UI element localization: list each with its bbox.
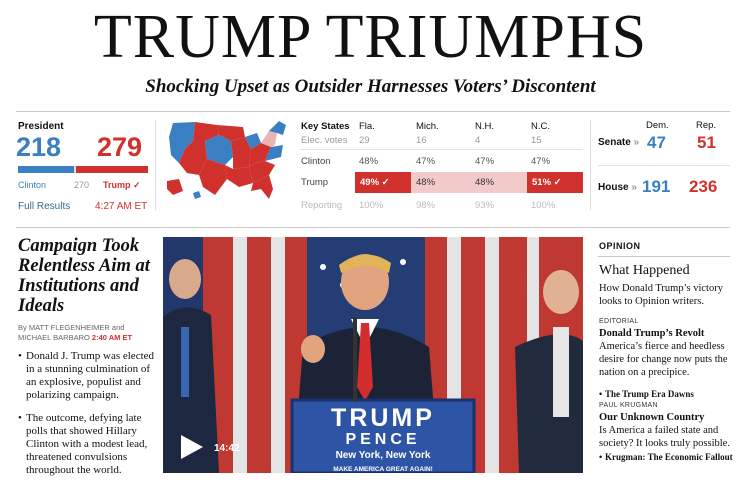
opinion-label[interactable]: OPINION xyxy=(599,241,641,251)
rep-candidate-name: Trump ✓ xyxy=(103,180,141,190)
clinton-nc: 47% xyxy=(531,156,551,167)
opinion-desc: How Donald Trump’s victory looks to Opinion writers. xyxy=(599,283,723,307)
electoral-vote-bar xyxy=(18,166,148,173)
editorial-label: EDITORIAL xyxy=(599,318,639,325)
rep-electoral-votes: 279 xyxy=(97,132,143,162)
reporting-nc: 100% xyxy=(531,200,556,211)
state-header-nc: N.C. xyxy=(531,121,550,132)
play-icon[interactable] xyxy=(179,433,205,461)
video-thumbnail[interactable] xyxy=(163,237,583,473)
byline-line-1: By MATT FLEGENHEIMER and xyxy=(18,323,125,332)
story-bullet-2: • The outcome, defying late polls that showed Hillary Clinton with a modest lead, threatened convulsions throughout the world. xyxy=(18,412,158,477)
clinton-nh: 47% xyxy=(475,156,495,167)
senate-label-text: Senate xyxy=(598,137,631,148)
senate-label[interactable] xyxy=(598,137,639,148)
byline-time: 2:40 AM ET xyxy=(91,333,133,342)
rep-bar-fill xyxy=(76,166,148,173)
house-dem: 191 xyxy=(642,177,671,196)
results-timestamp: 4:27 AM ET xyxy=(95,201,148,212)
opinion-title[interactable]: What Happened xyxy=(599,263,690,278)
link-krugman-fallout[interactable]: • Krugman: The Economic Fallout xyxy=(599,452,734,463)
divider xyxy=(590,120,591,210)
podium-pence: PENCE xyxy=(345,431,421,448)
story-byline xyxy=(18,323,158,343)
rep-column-header: Rep. xyxy=(696,120,717,131)
podium-sign xyxy=(292,405,474,473)
krugman-headline[interactable]: Our Unknown Country xyxy=(599,412,705,423)
trump-nc-winner: 51% ✓ xyxy=(527,172,583,193)
top-divider xyxy=(16,111,730,112)
link-trump-era[interactable]: • The Trump Era Dawns xyxy=(599,389,734,400)
chevron-right-icon: » xyxy=(633,137,640,148)
trump-mich: 48% xyxy=(416,177,436,188)
elec-votes-mich: 16 xyxy=(416,135,427,146)
full-results-link[interactable]: Full Results xyxy=(18,201,71,212)
dem-column-header: Dem. xyxy=(646,120,669,131)
reporting-fla: 100% xyxy=(359,200,384,211)
krugman-text: Is America a failed state and society? It looks truly possible. xyxy=(599,425,730,449)
clinton-fla: 48% xyxy=(359,156,379,167)
krugman-label: PAUL KRUGMAN xyxy=(599,402,658,409)
house-label-text: House xyxy=(598,182,629,193)
key-states-label[interactable]: Key States xyxy=(301,121,350,132)
senate-dem: 47 xyxy=(647,133,666,152)
trump-row-label: Trump xyxy=(301,177,329,188)
house-rep: 236 xyxy=(689,177,718,196)
divider xyxy=(300,149,583,150)
section-divider xyxy=(16,227,730,228)
reporting-mich: 98% xyxy=(416,200,436,211)
editorial-headline[interactable]: Donald Trump’s Revolt xyxy=(599,328,705,339)
clinton-mich: 47% xyxy=(416,156,436,167)
story-bullet-1: • Donald J. Trump was elected in a stunning culmination of an explosive, populist and polarizing campaign. xyxy=(18,350,158,402)
story-headline[interactable]: Campaign Took Relentless Aim at Institutions and Ideals xyxy=(18,236,150,316)
main-headline[interactable]: TRUMP TRIUMPHS xyxy=(93,3,648,71)
byline-line-2: MICHAEL BARBARO xyxy=(18,333,90,342)
clinton-row-label: Clinton xyxy=(301,156,331,167)
dem-electoral-votes: 218 xyxy=(16,132,62,162)
senate-rep: 51 xyxy=(697,133,716,152)
state-header-mich: Mich. xyxy=(416,121,439,132)
votes-needed: 270 xyxy=(74,180,90,190)
podium-trump: TRUMP xyxy=(331,404,435,432)
divider xyxy=(155,120,156,210)
video-duration: 14:42 xyxy=(214,443,240,454)
elec-votes-nh: 4 xyxy=(475,135,481,146)
dem-bar-fill xyxy=(18,166,74,173)
trump-nh: 48% xyxy=(475,177,495,188)
podium-location: New York, New York xyxy=(335,450,431,461)
elec-votes-fla: 29 xyxy=(359,135,370,146)
elec-votes-nc: 15 xyxy=(531,135,542,146)
electoral-map[interactable] xyxy=(165,119,290,201)
reporting-nh: 93% xyxy=(475,200,495,211)
state-header-nh: N.H. xyxy=(475,121,494,132)
chevron-right-icon: » xyxy=(631,182,637,193)
reporting-label: Reporting xyxy=(301,200,343,211)
divider xyxy=(598,256,730,257)
house-label[interactable] xyxy=(598,182,637,193)
president-label[interactable]: President xyxy=(18,121,64,132)
dem-candidate-name: Clinton xyxy=(18,180,47,190)
sub-headline[interactable]: Shocking Upset as Outsider Harnesses Voters’ Discontent xyxy=(145,76,596,97)
podium-slogan: MAKE AMERICA GREAT AGAIN! xyxy=(333,466,433,473)
elec-votes-label: Elec. votes xyxy=(301,135,348,146)
trump-fla-winner: 49% ✓ xyxy=(355,172,411,193)
editorial-text: America’s fierce and heedless desire for change now puts the nation on a precipice. xyxy=(599,341,728,378)
divider xyxy=(598,165,730,166)
state-header-fla: Fla. xyxy=(359,121,375,132)
byline-line-2-wrap xyxy=(18,333,158,343)
